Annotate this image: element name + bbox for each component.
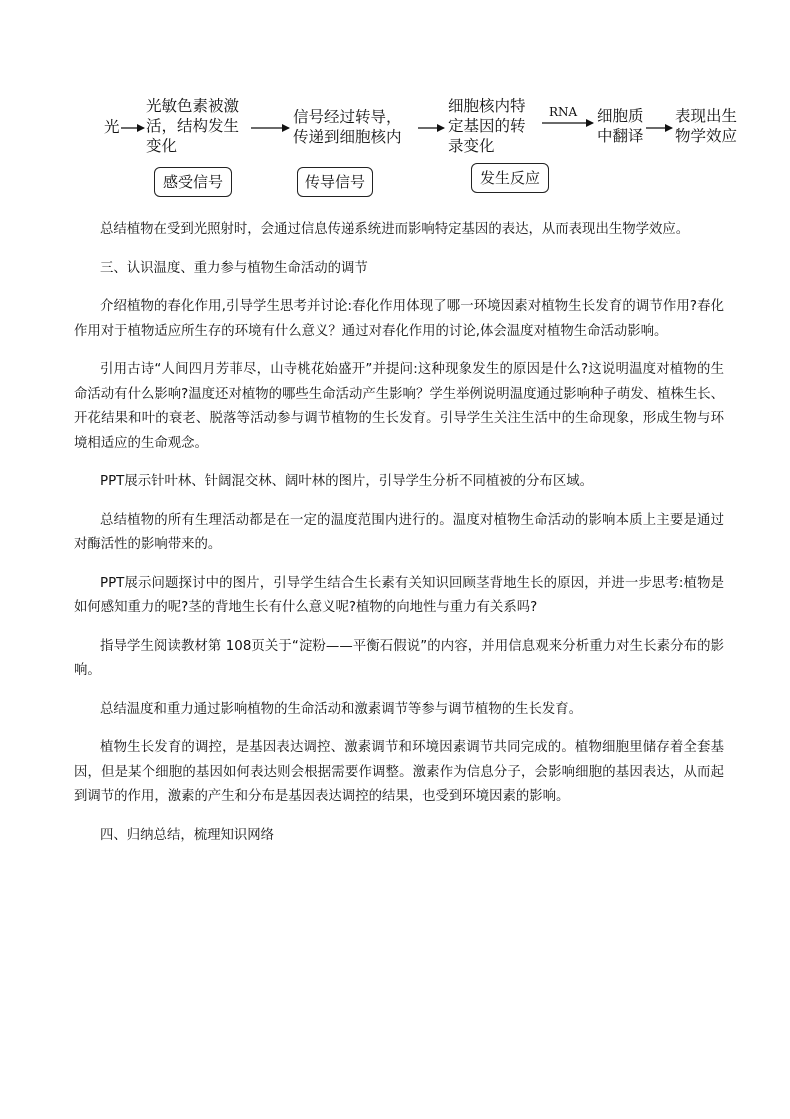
diagram-arrows: [0, 0, 790, 210]
diagram-step5-line2: 物学效应: [675, 127, 738, 145]
diagram-step3-line3: 录变化: [448, 137, 495, 155]
diagram-step5-line1: 表现出生: [675, 107, 738, 125]
paragraph-ppt-gravity: PPT展示问题探讨中的图片，引导学生结合生长素有关知识回顾茎背地生长的原因，并进一步思考:植物是如何感知重力的呢?茎的背地生长有什么意义呢?植物的向地性与重力有关系吗?: [74, 575, 724, 615]
diagram-step1-line3: 变化: [146, 137, 178, 155]
diagram-step2-line2: 传递到细胞核内: [293, 128, 402, 146]
paragraph-vernalization: 介绍植物的春化作用,引导学生思考并讨论:春化作用体现了哪一环境因素对植物生长发育的调节作用?春化作用对于植物适应所生存的环境有什么意义？通过对春化作用的讨论,体会温度对植物生命活动影响。: [74, 299, 724, 339]
paragraph-temperature-summary: 总结植物的所有生理活动都是在一定的温度范围内进行的。温度对植物生命活动的影响本质上主要是通过对酶活性的影响带来的。: [74, 512, 724, 552]
diagram-step4-line2: 中翻译: [597, 127, 644, 145]
paragraph-ppt-forests: PPT展示针叶林、针阔混交林、阔叶林的图片，引导学生分析不同植被的分布区域。: [100, 474, 593, 489]
document-body: [74, 218, 724, 848]
section-heading-4: 四、归纳总结，梳理知识网络: [100, 827, 275, 843]
box-response: 发生反应: [471, 163, 549, 193]
diagram-step3-line2: 定基因的转: [448, 117, 526, 135]
signal-pathway-diagram: [0, 0, 790, 210]
box-sense-signal: 感受信号: [154, 167, 232, 197]
paragraph-temperature-gravity-summary: 总结温度和重力通过影响植物的生命活动和激素调节等参与调节植物的生长发育。: [100, 701, 583, 717]
section-heading-3: 三、认识温度、重力参与植物生命活动的调节: [100, 260, 368, 276]
paragraph-regulation: 植物生长发育的调控，是基因表达调控、激素调节和环境因素调节共同完成的。植物细胞里储存着全套基因，但是某个细胞的基因如何表达则会根据需要作调整。激素作为信息分子，会影响细胞的基因表达，从而起到调节的作用，激素的产生和分布是基因表达调控的结果，也受到环境因素的影响。: [74, 740, 724, 804]
diagram-step4-line1: 细胞质: [597, 107, 644, 125]
box-transduce-signal: 传导信号: [297, 167, 373, 197]
diagram-step1-line1: 光敏色素被激: [146, 97, 240, 115]
diagram-rna-label: RNA: [549, 105, 578, 119]
diagram-light: 光: [104, 118, 120, 136]
diagram-step3-line1: 细胞核内特: [448, 97, 526, 115]
paragraph-light-summary: 总结植物在受到光照射时，会通过信息传递系统进而影响特定基因的表达，从而表现出生物学效应。: [100, 222, 690, 237]
diagram-step1-line2: 活，结构发生: [146, 117, 240, 135]
paragraph-poem-temperature: 引用古诗“人间四月芳菲尽，山寺桃花始盛开”并提问:这种现象发生的原因是什么?这说明温度对植物的生命活动有什么影响?温度还对植物的哪些生命活动产生影响？学生举例说明温度通过影响种子萌发、植株生长、开花结果和叶的衰老、脱落等活动参与调节植物的生长发育。引导学生关注生活中的生命现象，形成生物与环境相适应的生命观念。: [74, 362, 724, 451]
diagram-step2-line1: 信号经过转导，: [293, 108, 402, 126]
paragraph-statolith: 指导学生阅读教材第 108页关于“淀粉——平衡石假说”的内容，并用信息观来分析重力对生长素分布的影响。: [74, 638, 724, 678]
